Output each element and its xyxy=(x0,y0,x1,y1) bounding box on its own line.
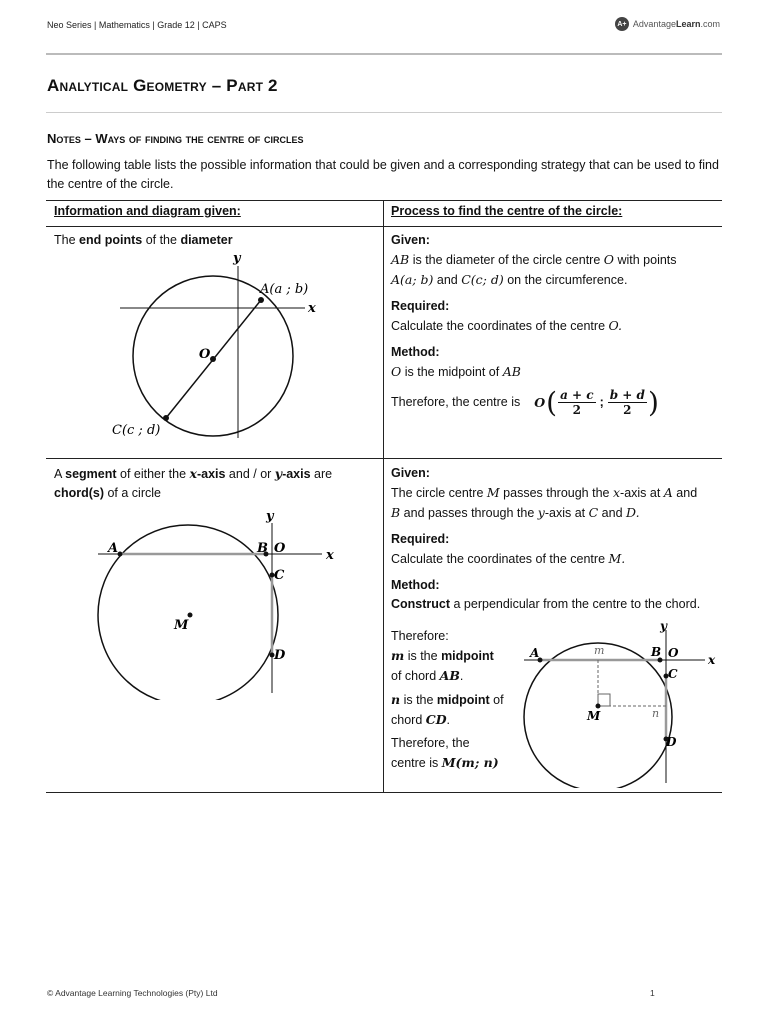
logo-text: AdvantageLearn.com xyxy=(632,19,720,29)
label-A: A(a ; b) xyxy=(260,282,309,297)
point-M xyxy=(596,704,601,709)
footer-copyright: © Advantage Learning Technologies (Pty) Ltd xyxy=(47,988,218,998)
label-C: C xyxy=(668,667,678,681)
label-O: O xyxy=(668,646,679,660)
given-label: Given: xyxy=(391,233,430,247)
label-D: D xyxy=(274,648,286,663)
label-m: m xyxy=(594,644,605,657)
section-subtitle: Notes – Ways of finding the centre of circles xyxy=(47,131,304,146)
col2-header: Process to find the centre of the circle: xyxy=(391,204,623,218)
chords-diagram xyxy=(90,505,340,700)
label-x: x xyxy=(708,653,716,667)
label-D: D xyxy=(666,735,677,749)
right-angle-mark xyxy=(598,694,610,706)
construction-diagram xyxy=(520,618,725,788)
label-A: A xyxy=(108,541,119,556)
point-C xyxy=(163,415,169,421)
header-series: Neo Series | Mathematics | Grade 12 | CAPS xyxy=(47,20,227,30)
point-A xyxy=(258,297,264,303)
diameter-diagram xyxy=(100,248,330,448)
method-label: Method: xyxy=(391,345,440,359)
point-A xyxy=(118,552,123,557)
page-title: Analytical Geometry – Part 2 xyxy=(47,76,278,95)
label-C: C(c ; d) xyxy=(112,423,161,438)
table-column-divider xyxy=(383,200,384,793)
required-label: Required: xyxy=(391,299,450,313)
label-y: y xyxy=(266,509,274,524)
header-divider xyxy=(46,53,722,55)
table-row-divider xyxy=(46,458,722,459)
label-B: B xyxy=(257,541,268,556)
required-label: Required: xyxy=(391,532,450,546)
row2-process: Given: The circle centre M passes through the x-axis at A and B and passes through the y-axis at C and D. Required: Calculate the coordinates of the centre M. Method: Construct a perpendicular from the centre to the chord. xyxy=(391,464,721,614)
label-y: y xyxy=(660,619,667,633)
label-x: x xyxy=(326,548,334,563)
label-x: x xyxy=(308,301,316,316)
label-M: M xyxy=(174,618,189,633)
col1-header: Information and diagram given: xyxy=(54,204,241,218)
label-A: A xyxy=(530,646,540,660)
label-O: O xyxy=(274,541,286,556)
label-C: C xyxy=(274,568,285,583)
label-O: O xyxy=(199,347,211,362)
label-n: n xyxy=(652,707,660,720)
row2-therefore: Therefore: m is the midpoint of chord AB. n is the midpoint of chord CD. Therefore, the centre is M(m; n) xyxy=(391,629,504,770)
logo-badge-icon: A+ xyxy=(615,17,629,31)
label-M: M xyxy=(587,709,601,723)
label-y: y xyxy=(233,251,241,266)
midpoint-formula: Therefore, the centre is O ( $\frac{a + c}{2}$ ; $\frac{b + d}{2}$ ) xyxy=(391,385,659,419)
table-bottom-border xyxy=(46,792,722,793)
table-top-border xyxy=(46,200,722,201)
method-label: Method: xyxy=(391,578,440,592)
title-divider xyxy=(46,112,722,113)
row1-process: Given: AB is the diameter of the circle centre O with points A(a; b) and C(c; d) on the circumference. Required: Calculate the coordinates of the centre O. Method: O is the midpoint of AB Therefore, the centre is O ( $\frac{a + c}{2}$ ; $\frac{b + d}{2}$ ) xyxy=(391,231,721,417)
row2-info: A segment of either the x-axis and / or y-axis are chord(s) of a circle xyxy=(54,466,333,500)
circle-outline xyxy=(98,525,278,700)
given-label: Given: xyxy=(391,466,430,480)
table-header-border xyxy=(46,226,722,227)
logo xyxy=(615,17,720,31)
point-O xyxy=(210,356,216,362)
page-number: 1 xyxy=(650,988,655,998)
point-M xyxy=(188,613,193,618)
intro-paragraph: The following table lists the possible information that could be given and a corresponding strategy that can be used to find the centre of the circle. xyxy=(47,158,719,191)
row1-info: The end points of the diameter xyxy=(54,233,233,247)
label-B: B xyxy=(651,645,662,659)
